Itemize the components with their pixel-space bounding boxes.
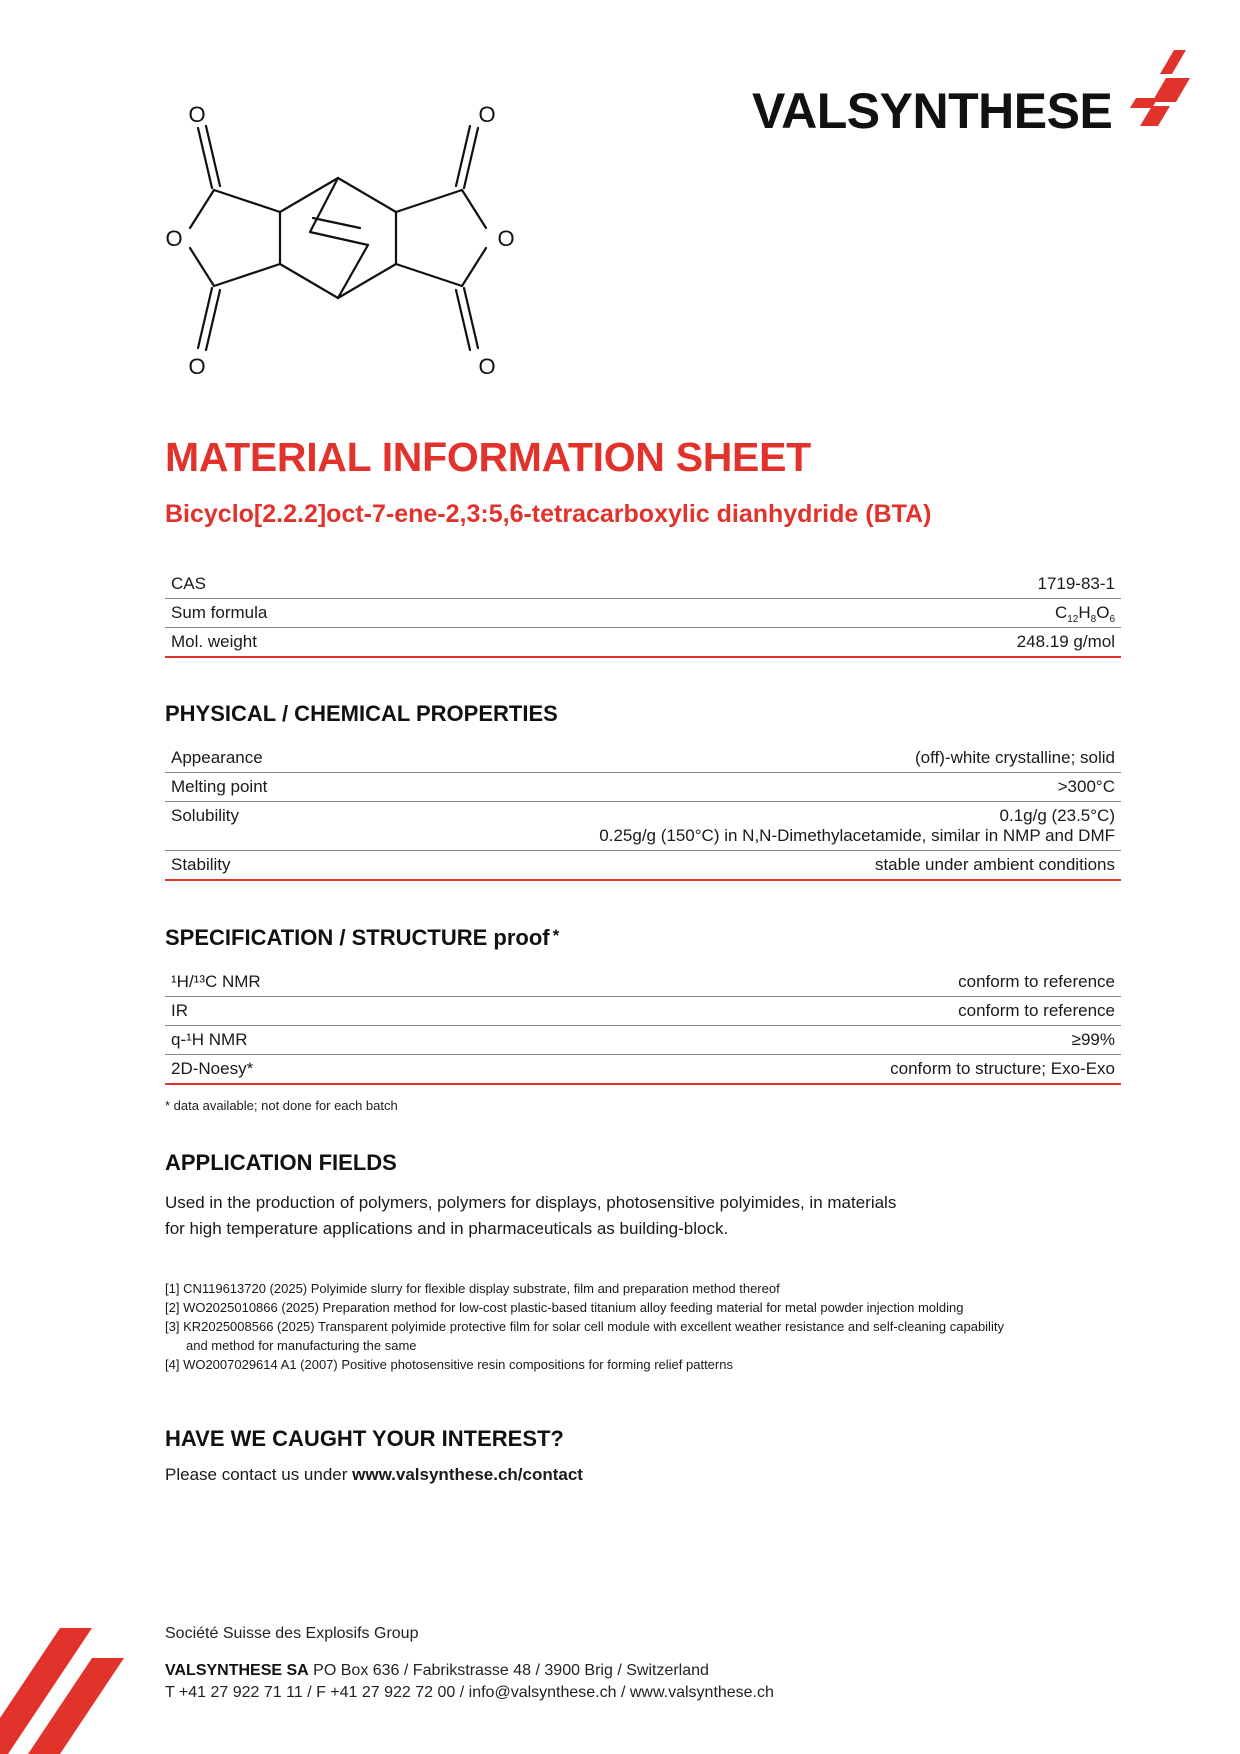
physical-properties-heading: PHYSICAL / CHEMICAL PROPERTIES <box>165 701 558 726</box>
table-row <box>165 997 1121 1026</box>
contact-line: Please contact us under www.valsynthese.ch/contact <box>165 1465 583 1484</box>
spec-label: ¹H/¹³C NMR <box>165 968 452 997</box>
company-address: VALSYNTHESE SA PO Box 636 / Fabrikstrasse 48 / 3900 Brig / Switzerland T +41 27 922 71 11 / F +41 27 922 72 00 / info@valsynthese.ch / www.valsynthese.ch <box>165 1660 774 1704</box>
spec-value: conform to reference <box>452 968 1121 997</box>
formula-label: Sum formula <box>165 599 639 628</box>
physical-properties-table <box>165 744 1121 881</box>
molecule-structure-diagram <box>150 100 530 390</box>
group-affiliation: Société Suisse des Explosifs Group <box>165 1625 419 1642</box>
table-row <box>165 968 1121 997</box>
reference-item: [1] CN119613720 (2025) Polyimide slurry for flexible display substrate, film and preparation method thereof <box>165 1281 780 1296</box>
spec-value: ≥99% <box>452 1026 1121 1055</box>
atom-o-ring-left: O <box>165 226 183 251</box>
spec-label: 2D-Noesy* <box>165 1055 452 1085</box>
spec-label: q-¹H NMR <box>165 1026 452 1055</box>
appearance-value: (off)-white crystalline; solid <box>328 744 1121 773</box>
table-row <box>165 802 1121 851</box>
logo-wordmark: VALSYNTHESE <box>752 83 1113 139</box>
spec-value: conform to structure; Exo-Exo <box>452 1055 1121 1085</box>
logo-lightning-icon <box>1122 48 1192 128</box>
appearance-label: Appearance <box>165 744 328 773</box>
atom-o-bottom-right: O <box>478 354 496 379</box>
spec-label: IR <box>165 997 452 1026</box>
reference-item: [4] WO2007029614 A1 (2007) Positive photosensitive resin compositions for forming relief patterns <box>165 1357 733 1372</box>
table-row <box>165 599 1121 628</box>
table-row <box>165 1055 1121 1085</box>
table-row <box>165 628 1121 658</box>
table-row <box>165 570 1121 599</box>
compound-name: Bicyclo[2.2.2]oct-7-ene-2,3:5,6-tetracarboxylic dianhydride (BTA) <box>165 500 932 528</box>
reference-item-continuation: and method for manufacturing the same <box>186 1338 417 1353</box>
mol-weight-value: 248.19 g/mol <box>639 628 1121 658</box>
table-row <box>165 744 1121 773</box>
mol-weight-label: Mol. weight <box>165 628 639 658</box>
melting-point-value: >300°C <box>328 773 1121 802</box>
company-contact: T +41 27 922 71 11 / F +41 27 922 72 00 / info@valsynthese.ch / www.valsynthese.ch <box>165 1684 774 1701</box>
specification-footnote: * data available; not done for each batch <box>165 1098 398 1113</box>
company-logo <box>752 48 1192 144</box>
reference-list <box>165 1279 1115 1374</box>
cas-label: CAS <box>165 570 639 599</box>
reference-item: [3] KR2025008566 (2025) Transparent polyimide protective film for solar cell module with excellent weather resistance and self-cleaning capability <box>165 1319 1004 1334</box>
formula-value: $C_{12}H_8O_6$ <box>639 599 1121 628</box>
table-row <box>165 773 1121 802</box>
solubility-label: Solubility <box>165 802 328 851</box>
table-row <box>165 1026 1121 1055</box>
reference-item: [2] WO2025010866 (2025) Preparation method for low-cost plastic-based titanium alloy feeding material for metal powder injection molding <box>165 1300 964 1315</box>
cas-value: 1719-83-1 <box>639 570 1121 599</box>
footer-stripes-graphic <box>0 1628 130 1754</box>
table-row <box>165 851 1121 881</box>
contact-link[interactable]: www.valsynthese.ch/contact <box>352 1465 583 1484</box>
atom-o-bottom-left: O <box>188 354 206 379</box>
atom-o-top-left: O <box>188 102 206 127</box>
stability-value: stable under ambient conditions <box>328 851 1121 881</box>
melting-point-label: Melting point <box>165 773 328 802</box>
application-text: Used in the production of polymers, polymers for displays, photosensitive polyimides, in materials for high temperature applications and in pharmaceuticals as building-block. <box>165 1193 897 1238</box>
company-name: VALSYNTHESE SA <box>165 1662 309 1679</box>
solubility-value: 0.1g/g (23.5°C) 0.25g/g (150°C) in N,N-Dimethylacetamide, similar in NMP and DMF <box>328 802 1121 851</box>
application-heading: APPLICATION FIELDS <box>165 1150 397 1175</box>
spec-value: conform to reference <box>452 997 1121 1026</box>
document-title: MATERIAL INFORMATION SHEET <box>165 434 811 480</box>
identity-table <box>165 570 1121 658</box>
interest-heading: HAVE WE CAUGHT YOUR INTEREST? <box>165 1426 564 1451</box>
stability-label: Stability <box>165 851 328 881</box>
specification-table <box>165 968 1121 1085</box>
specification-heading: SPECIFICATION / STRUCTURE proof * <box>165 925 560 950</box>
atom-o-top-right: O <box>478 102 496 127</box>
atom-o-ring-right: O <box>497 226 515 251</box>
